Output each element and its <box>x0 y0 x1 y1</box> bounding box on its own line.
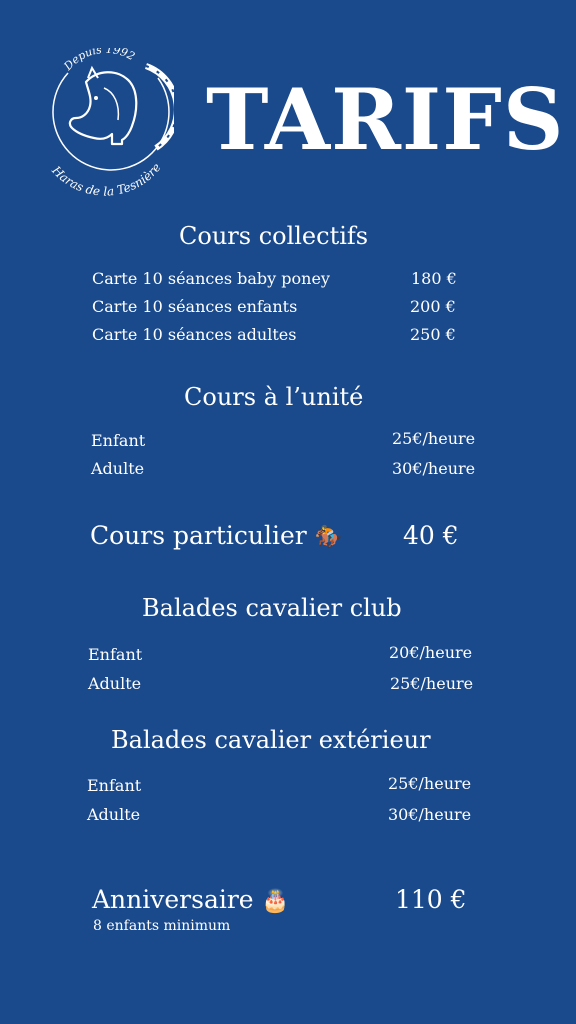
collectifs-row-label: Carte 10 séances adultes <box>92 325 297 344</box>
club-row-label: Enfant <box>88 645 143 664</box>
anniversaire-note: 8 enfants minimum <box>93 918 231 934</box>
exterieur-row-label: Adulte <box>87 805 141 824</box>
club-row-price: 25€/heure <box>390 674 474 693</box>
club-row-price: 20€/heure <box>389 643 473 662</box>
anniversaire-price: 110 € <box>395 885 467 914</box>
cours-collectifs-heading: Cours collectifs <box>179 222 369 250</box>
balades-exterieur-heading: Balades cavalier extérieur <box>111 726 431 754</box>
haras-logo <box>38 48 174 198</box>
logo-bottom-text: Haras de la Tesnière <box>49 160 164 198</box>
birthday-cake-icon: 🎂 <box>261 889 289 914</box>
cours-particulier-label: Cours particulier <box>90 521 307 550</box>
unite-row-label: Adulte <box>91 459 145 478</box>
exterieur-row-price: 30€/heure <box>388 805 472 824</box>
unite-row-price: 25€/heure <box>392 429 476 448</box>
collectifs-row-label: Carte 10 séances enfants <box>92 297 298 316</box>
anniversaire-label: Anniversaire <box>92 885 254 914</box>
collectifs-row-price: 250 € <box>410 325 456 344</box>
collectifs-row-price: 180 € <box>411 269 457 288</box>
balades-club-heading: Balades cavalier club <box>142 594 402 622</box>
horse-horseshoe-logo-icon <box>38 48 174 198</box>
horse-racing-icon: 🏇 <box>314 525 343 550</box>
exterieur-row-price: 25€/heure <box>388 774 472 793</box>
unite-row-price: 30€/heure <box>392 459 476 478</box>
cours-particulier-price: 40 € <box>403 521 459 550</box>
page-title: TARIFS <box>206 70 565 169</box>
exterieur-row-label: Enfant <box>87 776 142 795</box>
club-row-label: Adulte <box>88 674 142 693</box>
cours-unite-heading: Cours à l’unité <box>184 383 364 411</box>
logo-top-text: Depuis 1992 <box>61 48 138 73</box>
cours-particulier-row <box>90 523 342 549</box>
svg-text:Haras de la Tesnière <box>49 160 164 198</box>
unite-row-label: Enfant <box>91 431 146 450</box>
anniversaire-row <box>92 887 289 913</box>
collectifs-row-price: 200 € <box>410 297 456 316</box>
svg-text:Depuis 1992 <box>61 48 137 74</box>
collectifs-row-label: Carte 10 séances baby poney <box>92 269 330 288</box>
